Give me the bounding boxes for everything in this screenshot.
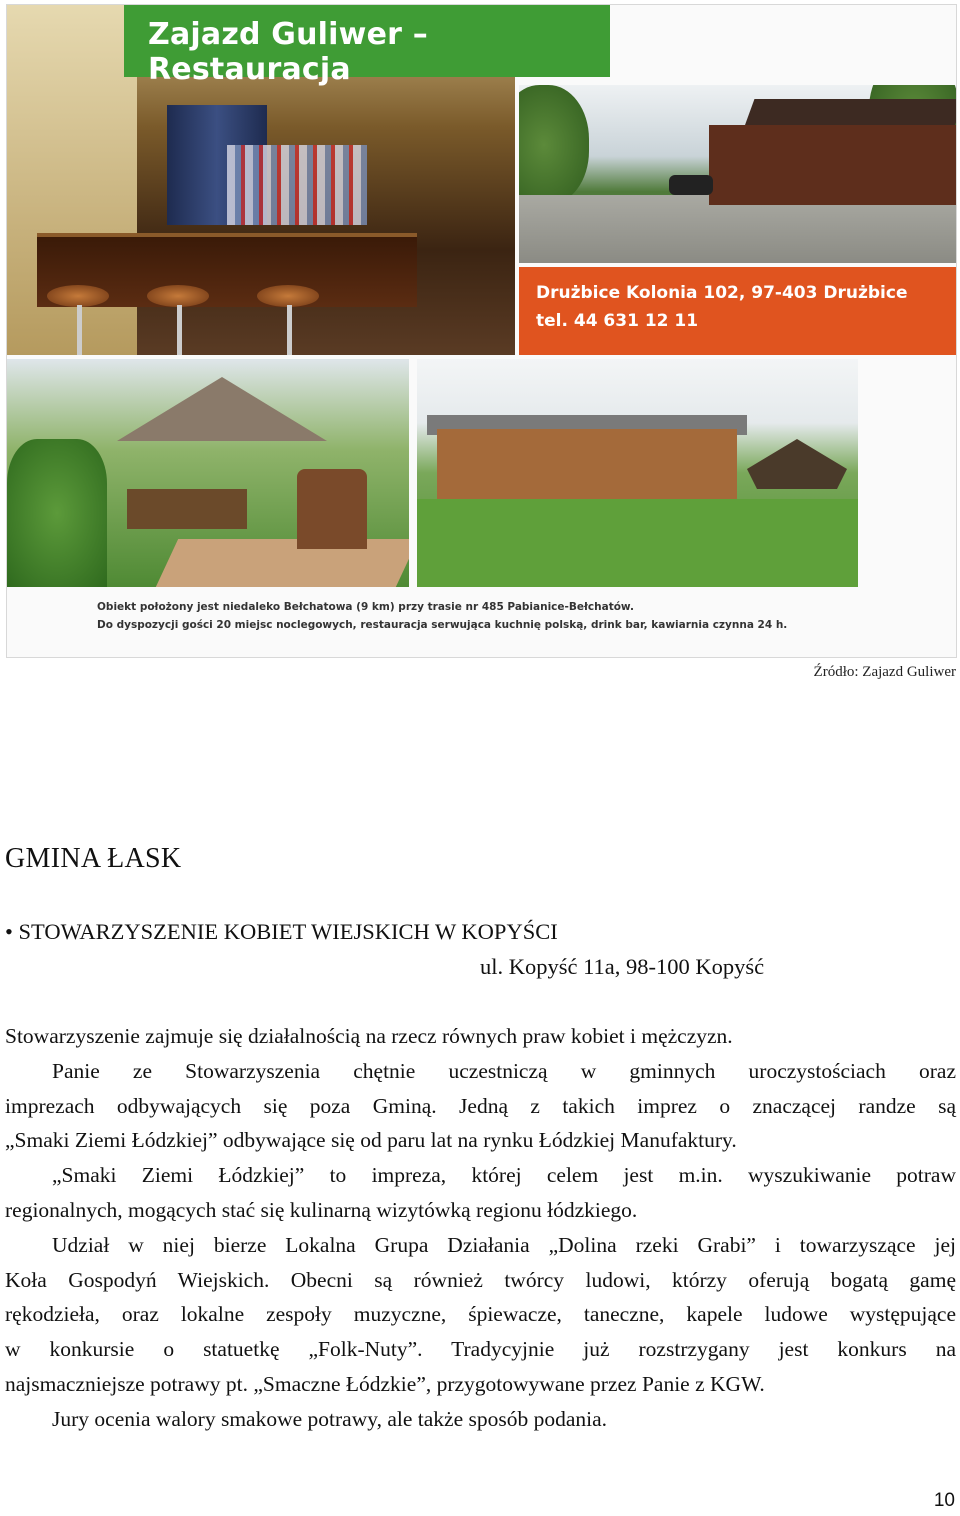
- entry-name: [5, 919, 558, 945]
- banner-address: Drużbice Kolonia 102, 97-403 Drużbice: [536, 283, 908, 303]
- banner-phone: tel. 44 631 12 11: [536, 311, 699, 331]
- body-line-10: w konkursie o statuetkę „Folk-Nuty”. Tradycyjnie już rozstrzygany jest konkurs na: [5, 1337, 956, 1362]
- banner-title-bar: [124, 5, 610, 87]
- body-line-3: imprezach odbywających się poza Gminą. Jedną z takich imprez o znaczącej randze są: [5, 1093, 956, 1118]
- banner-title: Zajazd Guliwer – Restauracja: [148, 17, 428, 87]
- body-line-5: „Smaki Ziemi Łódzkiej” to impreza, której celem jest m.in. wyszukiwanie potraw: [52, 1163, 956, 1188]
- entry-title: STOWARZYSZENIE KOBIET WIEJSKICH W KOPYŚCI: [18, 919, 558, 944]
- body-line-1: Stowarzyszenie zajmuje się działalnością na rzecz równych praw kobiet i mężczyzn.: [5, 1024, 733, 1048]
- lawn-buildings-photo: [417, 359, 858, 587]
- entry-address: ul. Kopyść 11a, 98-100 Kopyść: [480, 954, 765, 979]
- page-number: 10: [933, 1490, 955, 1511]
- body-line-9: rękodzieła, oraz lokalne zespoły muzyczne, śpiewacze, taneczne, kapele ludowe występujące: [5, 1302, 956, 1327]
- body-line-6: regionalnych, mogących stać się kulinarną wizytówką regionu łódzkiego.: [5, 1197, 638, 1222]
- advertisement-banner: [6, 4, 957, 658]
- bullet-marker: •: [5, 919, 13, 944]
- inn-exterior-photo: [519, 85, 957, 263]
- banner-caption-line-1: Obiekt położony jest niedaleko Bełchatowa (9 km) przy trasie nr 485 Pabianice-Bełchatów.: [97, 601, 634, 613]
- body-line-11: najsmaczniejsze potrawy pt. „Smaczne Łódzkie”, przygotowywane przez Panie z KGW.: [5, 1371, 765, 1396]
- contact-info-box: [519, 267, 957, 355]
- body-line-8: Koła Gospodyń Wiejskich. Obecni są również twórcy ludowi, którzy oferują bogatą gamę: [5, 1267, 956, 1292]
- body-line-12: Jury ocenia walory smakowe potrawy, ale także sposób podania.: [52, 1406, 608, 1431]
- image-source-note: Źródło: Zajazd Guliwer: [813, 664, 956, 680]
- section-heading: GMINA ŁASK: [5, 843, 182, 874]
- body-line-4: „Smaki Ziemi Łódzkiej” odbywające się od paru lat na rynku Łódzkiej Manufaktury.: [5, 1128, 737, 1153]
- garden-gazebo-photo: [7, 359, 409, 587]
- banner-caption-line-2: Do dyspozycji gości 20 miejsc noclegowych, restauracja serwująca kuchnię polską, drink bar, kawiarnia czynna 24 h.: [97, 619, 788, 631]
- body-line-2: Panie ze Stowarzyszenia chętnie uczestniczą w gminnych uroczystościach oraz: [52, 1058, 956, 1083]
- body-line-7: Udział w niej bierze Lokalna Grupa Działania „Dolina rzeki Grabi” i towarzyszące jej: [52, 1232, 956, 1257]
- body-text: [5, 1019, 956, 1437]
